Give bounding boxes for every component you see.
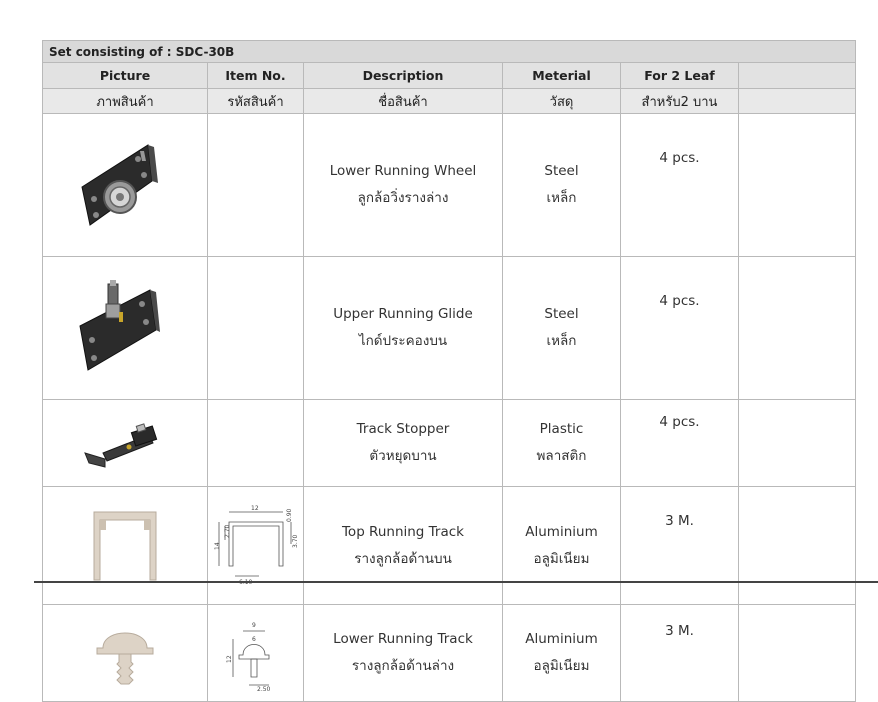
upper-running-glide-picture bbox=[70, 278, 180, 378]
material-en: Aluminium bbox=[525, 631, 598, 647]
material-th: อลูมิเนียม bbox=[533, 658, 590, 674]
quantity-cell: 4 pcs. bbox=[621, 257, 739, 400]
quantity-cell: 3 M. bbox=[621, 487, 739, 605]
description-en: Track Stopper bbox=[356, 421, 450, 437]
header-material-th: วัสดุ bbox=[503, 89, 621, 114]
material-th: เหล็ก bbox=[546, 333, 577, 349]
quantity-cell: 4 pcs. bbox=[621, 400, 739, 487]
quantity-cell: 3 M. bbox=[621, 605, 739, 702]
header-blank-th bbox=[739, 89, 856, 114]
header-picture: Picture bbox=[43, 63, 208, 89]
header-row-thai bbox=[43, 89, 856, 114]
item-no-cell bbox=[208, 114, 304, 257]
product-set-table bbox=[42, 40, 856, 702]
description-en: Lower Running Track bbox=[333, 631, 473, 647]
header-for-2-leaf: For 2 Leaf bbox=[621, 63, 739, 89]
material-th: เหล็ก bbox=[546, 190, 577, 206]
description-en: Top Running Track bbox=[341, 523, 464, 540]
table-row bbox=[43, 257, 856, 400]
description-cell bbox=[304, 257, 503, 400]
bottom-track-drawing bbox=[221, 615, 291, 691]
header-for-2-leaf-th: สำหรับ2 บาน bbox=[621, 89, 739, 114]
description-th: รางลูกล้อด้านบน bbox=[354, 550, 452, 567]
description-th: ตัวหยุดบาน bbox=[369, 448, 437, 464]
header-item-no: Item No. bbox=[208, 63, 304, 89]
dim-label: 2.50 bbox=[256, 686, 270, 691]
description-en: Upper Running Glide bbox=[333, 306, 473, 322]
dim-label: 3.70 bbox=[291, 534, 299, 548]
material-th: อลูมิเนียม bbox=[533, 550, 590, 567]
material-cell bbox=[503, 400, 621, 487]
picture-cell bbox=[43, 400, 208, 487]
dim-label: 12 bbox=[250, 504, 259, 512]
set-title: Set consisting of : SDC-30B bbox=[43, 41, 856, 63]
quantity-cell: 4 pcs. bbox=[621, 114, 739, 257]
description-th: ลูกล้อวิ่งรางล่าง bbox=[357, 190, 449, 206]
description-cell bbox=[304, 114, 503, 257]
page-bottom-rule bbox=[34, 581, 878, 583]
dim-label: 14 bbox=[213, 541, 221, 550]
material-cell bbox=[503, 487, 621, 605]
description-cell bbox=[304, 605, 503, 702]
description-th: รางลูกล้อด้านล่าง bbox=[351, 658, 455, 674]
top-running-track-picture bbox=[90, 508, 160, 584]
picture-cell bbox=[43, 257, 208, 400]
table-row bbox=[43, 114, 856, 257]
material-cell bbox=[503, 605, 621, 702]
dim-label: 9 bbox=[251, 622, 256, 629]
material-cell bbox=[503, 114, 621, 257]
picture-cell bbox=[43, 487, 208, 605]
material-cell bbox=[503, 257, 621, 400]
product-set-table-container bbox=[42, 40, 855, 702]
description-en: Lower Running Wheel bbox=[329, 163, 477, 179]
header-blank bbox=[739, 63, 856, 89]
picture-cell bbox=[43, 605, 208, 702]
set-title-row bbox=[43, 41, 856, 63]
header-material: Meterial bbox=[503, 63, 621, 89]
header-picture-th: ภาพสินค้า bbox=[43, 89, 208, 114]
item-no-cell bbox=[208, 487, 304, 605]
dim-label: 2.70 bbox=[223, 524, 231, 538]
lower-running-track-picture bbox=[95, 618, 155, 688]
dim-label: 6 bbox=[251, 636, 256, 643]
item-no-cell bbox=[208, 257, 304, 400]
header-description-th: ชื่อสินค้า bbox=[304, 89, 503, 114]
material-en: Plastic bbox=[539, 421, 584, 437]
material-en: Aluminium bbox=[525, 523, 598, 540]
table-row bbox=[43, 605, 856, 702]
lower-running-wheel-picture bbox=[70, 137, 180, 233]
blank-cell bbox=[739, 257, 856, 400]
material-th: พลาสติก bbox=[536, 448, 587, 464]
blank-cell bbox=[739, 114, 856, 257]
track-stopper-picture bbox=[75, 413, 175, 473]
material-en: Steel bbox=[544, 306, 579, 322]
material-en: Steel bbox=[544, 163, 579, 179]
header-item-no-th: รหัสสินค้า bbox=[208, 89, 304, 114]
picture-cell bbox=[43, 114, 208, 257]
blank-cell bbox=[739, 487, 856, 605]
description-cell bbox=[304, 487, 503, 605]
description-th: ไกด์ประคองบน bbox=[358, 333, 448, 349]
top-track-drawing bbox=[211, 504, 301, 588]
dim-label: 0.90 bbox=[285, 508, 293, 522]
description-cell bbox=[304, 400, 503, 487]
header-row-english bbox=[43, 63, 856, 89]
table-row bbox=[43, 487, 856, 605]
header-description: Description bbox=[304, 63, 503, 89]
dim-label: 12 bbox=[225, 655, 233, 663]
item-no-cell bbox=[208, 605, 304, 702]
blank-cell bbox=[739, 605, 856, 702]
item-no-cell bbox=[208, 400, 304, 487]
blank-cell bbox=[739, 400, 856, 487]
table-row bbox=[43, 400, 856, 487]
